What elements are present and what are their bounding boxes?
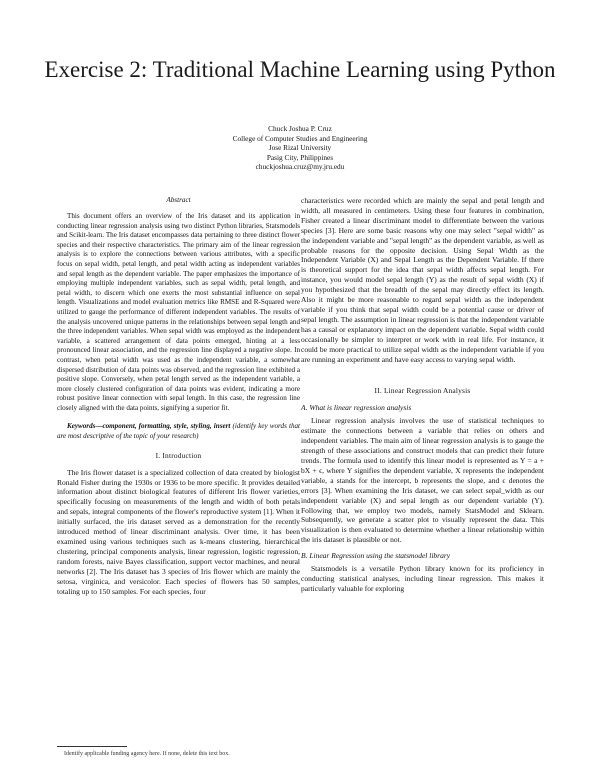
subsection-a-heading: A. What is linear regression analysis (301, 403, 412, 413)
author-location: Pasig City, Philippines (266, 152, 334, 162)
section2a-text: Linear regression analysis involves the use of statistical techniques to estimate the connections between a variable that relies on others and independent variables. The main aim of linear regression analysis is to gauge the strength of these associations and construct models that can predict their future trends. The formula used to identify this linear model is represented as Y = a + bX + ϵ, where Y signifies the dependent variable, X represents the independent variable, a stands for the intercept, b represents the slope, and ϵ denotes the errors [3]. When examining the Iris dataset, we can select sepal_width as our independent variable (X) and sepal length as our dependent variable (Y). Following that, we employ two models, namely StatsModel and Sklearn. Subsequently, we generate a scatter plot to visually represent the data. This visualization is then evaluated to determine whether a linear relationship within the iris dataset is plausible or not. (301, 416, 544, 545)
footnote-text: Identify applicable funding agency here. If none, delete this text box. (64, 751, 230, 757)
keywords-line (57, 422, 300, 441)
author-name: Chuck Joshua P. Cruz (268, 124, 332, 133)
introduction-continued-text: characteristics were recorded which are mainly the sepal and petal length and width, all measured in centimeters. Using these four features in combination, Fisher created a linear discriminant model to differentiate between the various species [3]. Here are some basic reasons why one may select "sepal width" as the independent variable and "sepal length" as the dependent variable, as well as probable reasons for the opposite decision. Using Sepal Width as the Independent Variable (X) and Sepal Length as the Dependent Variable. If there is theoretical support for the idea that sepal width affects sepal length. For instance, you would model sepal length (Y) as the result of sepal width (X) if you hypothesized that the breadth of the sepal may directly effect its length. Also it might be more reasonable to regard sepal width as the independent variable if you think that sepal width could be a potential cause or driver of sepal length. The assumption in linear regression is that the independent variable has a causal or explanatory impact on the dependent variable. Sepal width could occasionally be simpler to interpret or work with in real life. For instance, it could be more practical to utilize sepal width as the independent variable if you are running an experiment and have easy access to varying sepal width. (301, 196, 544, 364)
section-linear-regression-heading: II. Linear Regression Analysis (374, 386, 471, 396)
author-email: chuckjoshua.cruz@my.jru.edu (255, 162, 345, 172)
left-column (57, 196, 300, 596)
abstract-heading: Abstract (166, 196, 191, 204)
section2b-text: Statsmodels is a versatile Python library known for its proficiency in conducting statistical analyses, including linear regression. This makes it particularly valuable for exploring (301, 564, 544, 593)
section-introduction-heading: I. Introduction (155, 450, 202, 460)
author-block (150, 124, 450, 172)
author-university: Jose Rizal University (268, 143, 332, 153)
keywords-label: Keywords—component, formatting, style, styling, insert (67, 422, 231, 431)
right-column (301, 196, 544, 594)
author-department: College of Computer Studies and Engineering (232, 133, 368, 143)
keywords-note: (identify key words that are most descriptive of the topic of your research) (57, 422, 301, 441)
abstract-text: This document offers an overview of the Iris dataset and its application in conducting linear regression analysis using two distinct Python libraries, Statsmodels and Scikit-learn. The Iris dataset encompasses data pertaining to three distinct flower species and their respective characteristics. The primary aim of the linear regression analysis is to explore the connections between various attributes, with a specific focus on sepal width, petal length, and petal width acting as independent variables and sepal length as the dependent variable. The paper emphasizes the importance of employing multiple independent variables, such as sepal width, petal length, and petal width, to discern which one exerts the most substantial influence on sepal length. Visualizations and model evaluation metrics like RMSE and R-Squared were utilized to gauge the performance of different independent variables. The results of the analysis uncovered unique patterns in the relationships between sepal length and the three independent variables. When sepal width was employed as the independent variable, a scattered arrangement of data points emerged, hinting at a less pronounced linear association, and the regression line displayed a negative slope. In contrast, when petal width was used as the independent variable, a somewhat dispersed distribution of data points was observed, and the regression line exhibited a positive slope. Conversely, when petal length served as the independent variable, a more closely clustered configuration of data points was evident, indicating a more robust positive linear connection with sepal length. In this case, the regression line closely aligned with the data points, signifying a superior fit. (57, 212, 300, 412)
subsection-b-heading: B. Linear Regression using the statsmodel library (301, 551, 451, 561)
footnote-rule (57, 746, 127, 747)
introduction-text: The Iris flower dataset is a specialized collection of data created by biologist Ronald Fisher during the 1930s or 1936 to be more specific. It provides detailed information about distinct biological features of different Iris flower varieties, specifically focusing on measurements of the length and width of both petals and sepals, integral components of the flower's reproductive system [1]. When it initially surfaced, the iris dataset served as a demonstration for the recently introduced method of linear discriminant analysis. Over time, it has been examined using various techniques such as k-means clustering, hierarchical clustering, principal components analysis, linear regression, logistic regression, random forests, naive Bayes classification, support vector machines, and neural networks [2]. The Iris dataset has 3 species of Iris flower which are mainly the setosa, virginica, and versicolor. Each species of flowers has 50 samples, totaling up to 150 samples. For each species, four (57, 467, 300, 596)
paper-title: Exercise 2: Traditional Machine Learning using Python (44, 57, 556, 82)
